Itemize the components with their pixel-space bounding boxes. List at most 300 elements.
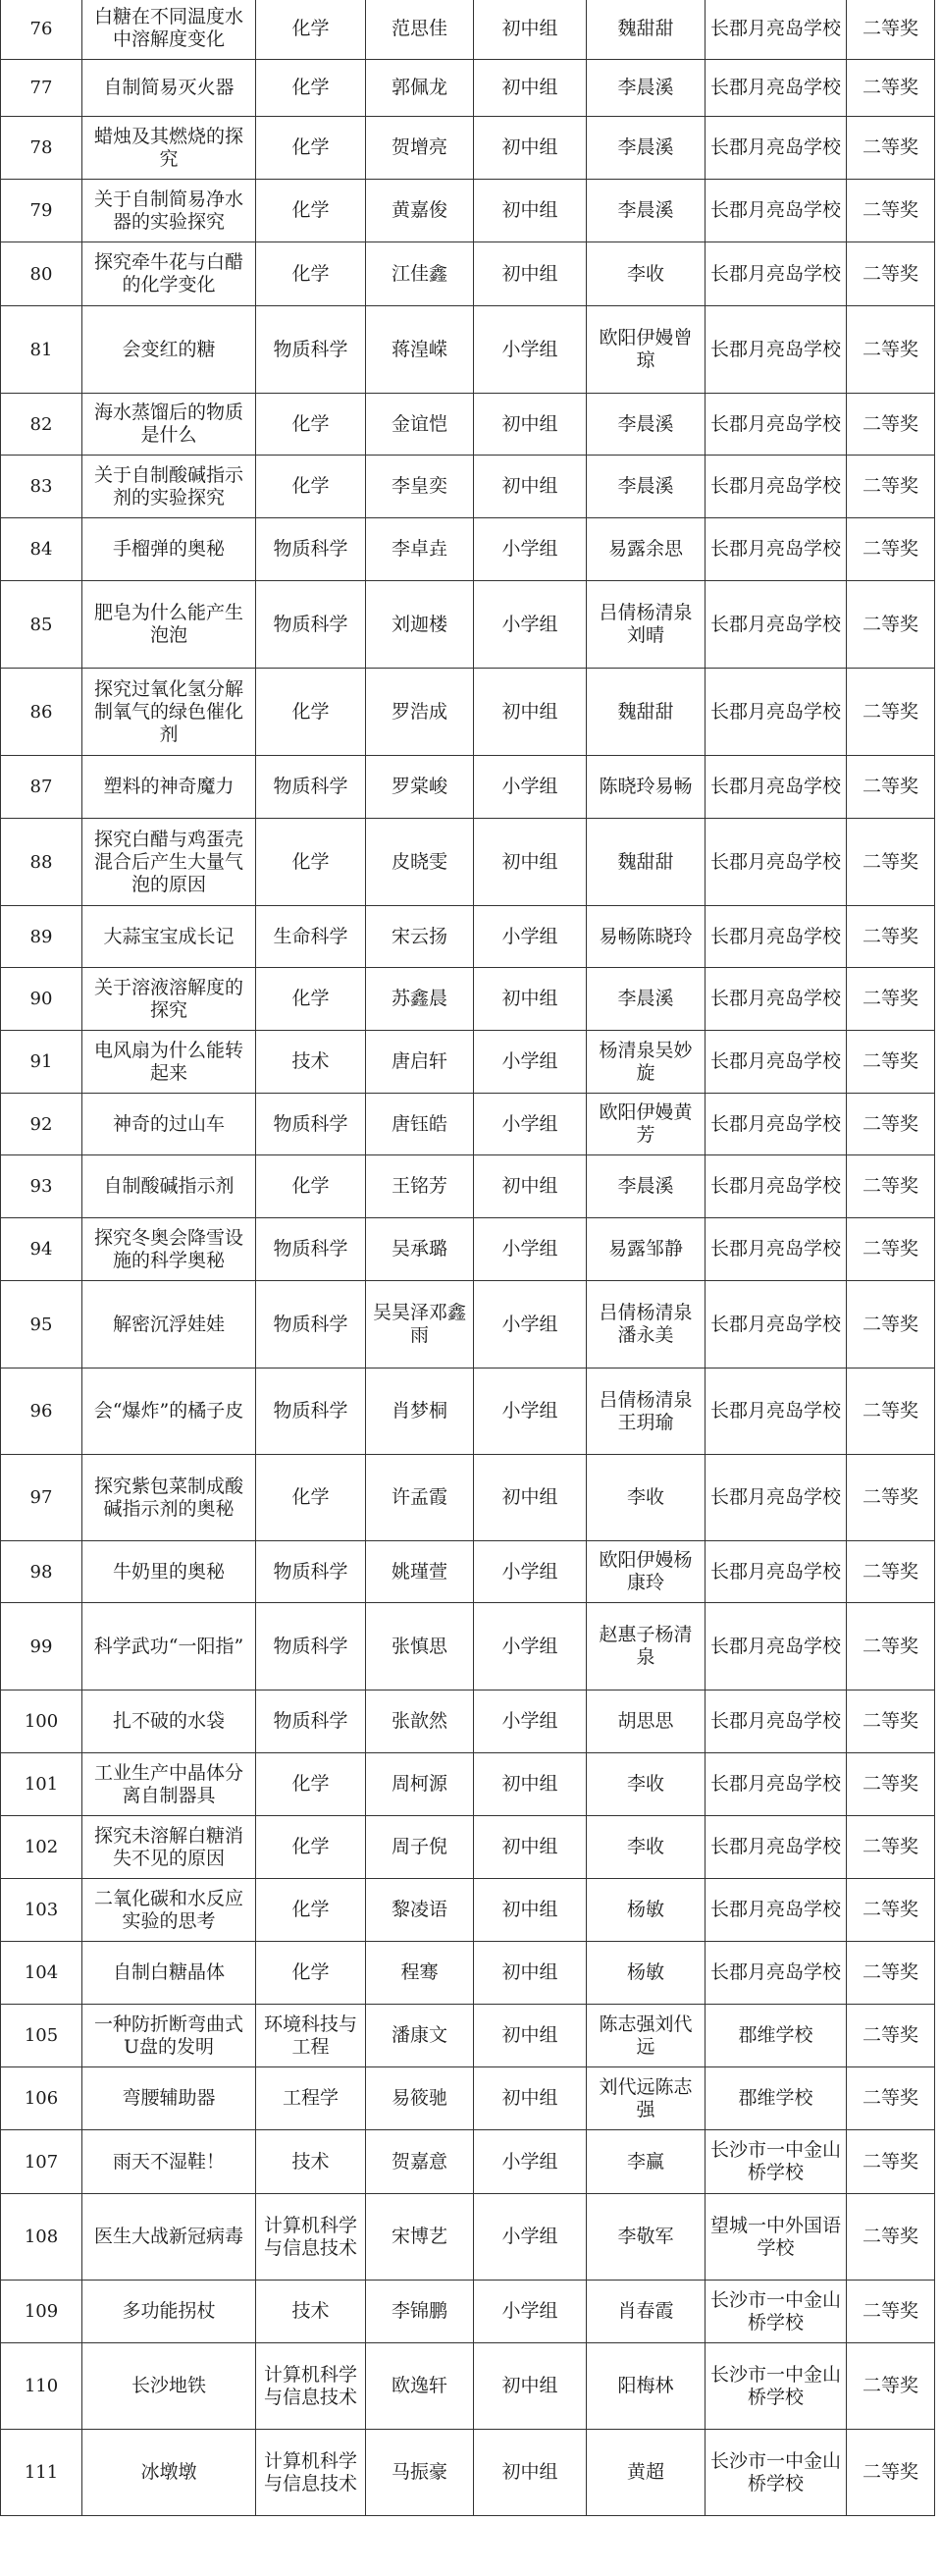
cell-school: 长郡月亮岛学校 xyxy=(706,669,847,756)
cell-teacher: 杨敏 xyxy=(587,1942,706,2005)
cell-group: 初中组 xyxy=(474,1155,587,1218)
cell-group: 小学组 xyxy=(474,906,587,968)
cell-number: 109 xyxy=(1,2281,82,2343)
cell-number: 87 xyxy=(1,756,82,819)
cell-award: 二等奖 xyxy=(847,60,935,117)
table-row xyxy=(1,2281,935,2343)
cell-category: 物质科学 xyxy=(256,518,366,581)
cell-teacher: 李收 xyxy=(587,1753,706,1816)
cell-award: 二等奖 xyxy=(847,1155,935,1218)
cell-teacher: 吕倩杨清泉刘晴 xyxy=(587,581,706,669)
cell-number: 90 xyxy=(1,968,82,1031)
cell-project-title: 探究过氧化氢分解制氧气的绿色催化剂 xyxy=(82,669,256,756)
cell-school: 长郡月亮岛学校 xyxy=(706,1690,847,1753)
cell-school: 长郡月亮岛学校 xyxy=(706,1816,847,1879)
table-row xyxy=(1,1690,935,1753)
cell-category: 物质科学 xyxy=(256,1541,366,1603)
cell-project-title: 探究紫包菜制成酸碱指示剂的奥秘 xyxy=(82,1455,256,1541)
cell-category: 化学 xyxy=(256,1816,366,1879)
cell-project-title: 多功能拐杖 xyxy=(82,2281,256,2343)
cell-student: 唐钰皓 xyxy=(366,1094,474,1155)
cell-group: 小学组 xyxy=(474,1281,587,1368)
cell-award: 二等奖 xyxy=(847,394,935,456)
cell-project-title: 白糖在不同温度水中溶解度变化 xyxy=(82,0,256,60)
cell-student: 潘康文 xyxy=(366,2005,474,2067)
cell-student: 周柯源 xyxy=(366,1753,474,1816)
cell-student: 宋博艺 xyxy=(366,2194,474,2281)
cell-student: 刘迦楼 xyxy=(366,581,474,669)
cell-number: 107 xyxy=(1,2130,82,2194)
cell-teacher: 李晨溪 xyxy=(587,1155,706,1218)
cell-group: 初中组 xyxy=(474,2005,587,2067)
cell-school: 长郡月亮岛学校 xyxy=(706,968,847,1031)
cell-teacher: 李收 xyxy=(587,1455,706,1541)
cell-project-title: 二氧化碳和水反应实验的思考 xyxy=(82,1879,256,1942)
table-row xyxy=(1,456,935,518)
table-row xyxy=(1,242,935,306)
cell-category: 化学 xyxy=(256,1753,366,1816)
cell-teacher: 魏甜甜 xyxy=(587,669,706,756)
cell-number: 86 xyxy=(1,669,82,756)
cell-category: 计算机科学与信息技术 xyxy=(256,2430,366,2516)
cell-school: 望城一中外国语学校 xyxy=(706,2194,847,2281)
cell-school: 长沙市一中金山桥学校 xyxy=(706,2130,847,2194)
cell-project-title: 弯腰辅助器 xyxy=(82,2067,256,2130)
cell-award: 二等奖 xyxy=(847,1879,935,1942)
cell-award: 二等奖 xyxy=(847,1753,935,1816)
cell-project-title: 探究牵牛花与白醋的化学变化 xyxy=(82,242,256,306)
cell-group: 小学组 xyxy=(474,1094,587,1155)
table-row xyxy=(1,0,935,60)
cell-student: 皮晓雯 xyxy=(366,819,474,906)
cell-teacher: 陈晓玲易畅 xyxy=(587,756,706,819)
table-row xyxy=(1,1603,935,1690)
cell-category: 化学 xyxy=(256,180,366,242)
cell-teacher: 李晨溪 xyxy=(587,394,706,456)
table-row xyxy=(1,518,935,581)
cell-teacher: 陈志强刘代远 xyxy=(587,2005,706,2067)
cell-group: 小学组 xyxy=(474,756,587,819)
cell-group: 初中组 xyxy=(474,1753,587,1816)
table-row xyxy=(1,968,935,1031)
cell-group: 初中组 xyxy=(474,968,587,1031)
cell-student: 周子倪 xyxy=(366,1816,474,1879)
cell-teacher: 李晨溪 xyxy=(587,968,706,1031)
cell-teacher: 阳梅林 xyxy=(587,2343,706,2430)
cell-category: 生命科学 xyxy=(256,906,366,968)
table-row xyxy=(1,1942,935,2005)
cell-project-title: 海水蒸馏后的物质是什么 xyxy=(82,394,256,456)
cell-project-title: 探究未溶解白糖消失不见的原因 xyxy=(82,1816,256,1879)
cell-award: 二等奖 xyxy=(847,1218,935,1281)
cell-category: 化学 xyxy=(256,242,366,306)
cell-award: 二等奖 xyxy=(847,581,935,669)
table-row xyxy=(1,1281,935,1368)
cell-student: 吴承璐 xyxy=(366,1218,474,1281)
cell-student: 黄嘉俊 xyxy=(366,180,474,242)
cell-award: 二等奖 xyxy=(847,456,935,518)
cell-project-title: 关于自制简易净水器的实验探究 xyxy=(82,180,256,242)
cell-number: 84 xyxy=(1,518,82,581)
table-row xyxy=(1,581,935,669)
cell-student: 李皇奕 xyxy=(366,456,474,518)
table-row xyxy=(1,394,935,456)
cell-group: 初中组 xyxy=(474,1942,587,2005)
cell-school: 长郡月亮岛学校 xyxy=(706,394,847,456)
cell-group: 初中组 xyxy=(474,456,587,518)
cell-student: 贺嘉意 xyxy=(366,2130,474,2194)
cell-student: 王铭芳 xyxy=(366,1155,474,1218)
cell-teacher: 杨清泉吴妙旋 xyxy=(587,1031,706,1094)
table-row xyxy=(1,906,935,968)
cell-award: 二等奖 xyxy=(847,1094,935,1155)
cell-number: 89 xyxy=(1,906,82,968)
cell-school: 长沙市一中金山桥学校 xyxy=(706,2430,847,2516)
cell-number: 76 xyxy=(1,0,82,60)
table-row xyxy=(1,180,935,242)
cell-category: 化学 xyxy=(256,819,366,906)
cell-school: 长郡月亮岛学校 xyxy=(706,1094,847,1155)
cell-school: 长郡月亮岛学校 xyxy=(706,242,847,306)
cell-teacher: 魏甜甜 xyxy=(587,0,706,60)
cell-project-title: 牛奶里的奥秘 xyxy=(82,1541,256,1603)
cell-school: 长郡月亮岛学校 xyxy=(706,756,847,819)
cell-school: 长郡月亮岛学校 xyxy=(706,117,847,180)
cell-number: 101 xyxy=(1,1753,82,1816)
cell-group: 小学组 xyxy=(474,1541,587,1603)
cell-school: 长郡月亮岛学校 xyxy=(706,906,847,968)
cell-student: 张慎思 xyxy=(366,1603,474,1690)
table-row xyxy=(1,819,935,906)
cell-teacher: 李晨溪 xyxy=(587,117,706,180)
cell-student: 吴昊泽邓鑫雨 xyxy=(366,1281,474,1368)
cell-award: 二等奖 xyxy=(847,1368,935,1455)
cell-school: 长郡月亮岛学校 xyxy=(706,1218,847,1281)
cell-category: 化学 xyxy=(256,1455,366,1541)
cell-award: 二等奖 xyxy=(847,117,935,180)
cell-project-title: 电风扇为什么能转起来 xyxy=(82,1031,256,1094)
cell-school: 长郡月亮岛学校 xyxy=(706,819,847,906)
cell-student: 程骞 xyxy=(366,1942,474,2005)
cell-project-title: 大蒜宝宝成长记 xyxy=(82,906,256,968)
cell-student: 唐启轩 xyxy=(366,1031,474,1094)
cell-school: 郡维学校 xyxy=(706,2067,847,2130)
cell-project-title: 自制白糖晶体 xyxy=(82,1942,256,2005)
cell-project-title: 关于溶液溶解度的探究 xyxy=(82,968,256,1031)
cell-number: 99 xyxy=(1,1603,82,1690)
cell-number: 93 xyxy=(1,1155,82,1218)
cell-number: 88 xyxy=(1,819,82,906)
table-row xyxy=(1,1155,935,1218)
cell-number: 103 xyxy=(1,1879,82,1942)
cell-number: 78 xyxy=(1,117,82,180)
cell-number: 102 xyxy=(1,1816,82,1879)
cell-school: 长郡月亮岛学校 xyxy=(706,180,847,242)
cell-group: 小学组 xyxy=(474,1031,587,1094)
cell-teacher: 易畅陈晓玲 xyxy=(587,906,706,968)
cell-number: 94 xyxy=(1,1218,82,1281)
cell-number: 97 xyxy=(1,1455,82,1541)
table-row xyxy=(1,2343,935,2430)
cell-group: 小学组 xyxy=(474,2194,587,2281)
table-row xyxy=(1,1879,935,1942)
cell-school: 长郡月亮岛学校 xyxy=(706,1155,847,1218)
cell-student: 肖梦桐 xyxy=(366,1368,474,1455)
cell-teacher: 李晨溪 xyxy=(587,456,706,518)
cell-project-title: 自制简易灭火器 xyxy=(82,60,256,117)
cell-student: 李锦鹏 xyxy=(366,2281,474,2343)
cell-category: 计算机科学与信息技术 xyxy=(256,2343,366,2430)
cell-school: 长郡月亮岛学校 xyxy=(706,1031,847,1094)
cell-student: 范思佳 xyxy=(366,0,474,60)
cell-number: 83 xyxy=(1,456,82,518)
cell-project-title: 工业生产中晶体分离自制器具 xyxy=(82,1753,256,1816)
cell-award: 二等奖 xyxy=(847,242,935,306)
cell-project-title: 扎不破的水袋 xyxy=(82,1690,256,1753)
cell-number: 92 xyxy=(1,1094,82,1155)
cell-category: 技术 xyxy=(256,1031,366,1094)
cell-award: 二等奖 xyxy=(847,1690,935,1753)
cell-school: 长郡月亮岛学校 xyxy=(706,1541,847,1603)
cell-student: 宋云扬 xyxy=(366,906,474,968)
cell-teacher: 李收 xyxy=(587,1816,706,1879)
cell-student: 罗浩成 xyxy=(366,669,474,756)
cell-student: 李卓垚 xyxy=(366,518,474,581)
cell-category: 化学 xyxy=(256,968,366,1031)
cell-award: 二等奖 xyxy=(847,1031,935,1094)
cell-teacher: 杨敏 xyxy=(587,1879,706,1942)
cell-project-title: 解密沉浮娃娃 xyxy=(82,1281,256,1368)
cell-award: 二等奖 xyxy=(847,2005,935,2067)
cell-student: 郭佩龙 xyxy=(366,60,474,117)
table-row xyxy=(1,2067,935,2130)
cell-category: 物质科学 xyxy=(256,306,366,394)
table-row xyxy=(1,1753,935,1816)
cell-group: 初中组 xyxy=(474,60,587,117)
cell-project-title: 一种防折断弯曲式U盘的发明 xyxy=(82,2005,256,2067)
cell-award: 二等奖 xyxy=(847,2430,935,2516)
cell-category: 化学 xyxy=(256,0,366,60)
cell-award: 二等奖 xyxy=(847,1455,935,1541)
cell-number: 82 xyxy=(1,394,82,456)
cell-group: 小学组 xyxy=(474,518,587,581)
cell-category: 化学 xyxy=(256,669,366,756)
cell-project-title: 手榴弹的奥秘 xyxy=(82,518,256,581)
cell-teacher: 欧阳伊嫚曾琼 xyxy=(587,306,706,394)
cell-number: 105 xyxy=(1,2005,82,2067)
cell-category: 物质科学 xyxy=(256,581,366,669)
cell-category: 工程学 xyxy=(256,2067,366,2130)
table-row xyxy=(1,1094,935,1155)
table-row xyxy=(1,117,935,180)
cell-student: 江佳鑫 xyxy=(366,242,474,306)
cell-number: 104 xyxy=(1,1942,82,2005)
cell-project-title: 探究白醋与鸡蛋壳混合后产生大量气泡的原因 xyxy=(82,819,256,906)
cell-number: 85 xyxy=(1,581,82,669)
cell-teacher: 李收 xyxy=(587,242,706,306)
cell-award: 二等奖 xyxy=(847,2194,935,2281)
cell-category: 技术 xyxy=(256,2281,366,2343)
cell-category: 化学 xyxy=(256,1155,366,1218)
cell-award: 二等奖 xyxy=(847,819,935,906)
cell-teacher: 吕倩杨清泉潘永美 xyxy=(587,1281,706,1368)
cell-category: 计算机科学与信息技术 xyxy=(256,2194,366,2281)
cell-category: 物质科学 xyxy=(256,1603,366,1690)
cell-number: 100 xyxy=(1,1690,82,1753)
cell-group: 小学组 xyxy=(474,581,587,669)
cell-school: 长郡月亮岛学校 xyxy=(706,1603,847,1690)
cell-teacher: 李晨溪 xyxy=(587,60,706,117)
cell-teacher: 李敬军 xyxy=(587,2194,706,2281)
cell-teacher: 刘代远陈志强 xyxy=(587,2067,706,2130)
cell-project-title: 神奇的过山车 xyxy=(82,1094,256,1155)
cell-group: 初中组 xyxy=(474,1455,587,1541)
cell-award: 二等奖 xyxy=(847,1541,935,1603)
cell-project-title: 科学武功“一阳指” xyxy=(82,1603,256,1690)
cell-number: 81 xyxy=(1,306,82,394)
cell-category: 化学 xyxy=(256,117,366,180)
table-row xyxy=(1,669,935,756)
cell-category: 技术 xyxy=(256,2130,366,2194)
cell-number: 95 xyxy=(1,1281,82,1368)
cell-group: 初中组 xyxy=(474,117,587,180)
cell-award: 二等奖 xyxy=(847,1603,935,1690)
table-row xyxy=(1,2430,935,2516)
cell-category: 化学 xyxy=(256,1879,366,1942)
cell-project-title: 长沙地铁 xyxy=(82,2343,256,2430)
cell-student: 罗棠峻 xyxy=(366,756,474,819)
cell-group: 小学组 xyxy=(474,1368,587,1455)
cell-group: 初中组 xyxy=(474,180,587,242)
cell-group: 初中组 xyxy=(474,669,587,756)
cell-category: 环境科技与工程 xyxy=(256,2005,366,2067)
cell-student: 黎凌语 xyxy=(366,1879,474,1942)
cell-project-title: 塑料的神奇魔力 xyxy=(82,756,256,819)
cell-award: 二等奖 xyxy=(847,2343,935,2430)
cell-award: 二等奖 xyxy=(847,1942,935,2005)
cell-student: 蒋湟嵘 xyxy=(366,306,474,394)
cell-award: 二等奖 xyxy=(847,968,935,1031)
cell-project-title: 冰墩墩 xyxy=(82,2430,256,2516)
table-row xyxy=(1,1455,935,1541)
cell-category: 物质科学 xyxy=(256,1094,366,1155)
table-row xyxy=(1,1031,935,1094)
cell-number: 91 xyxy=(1,1031,82,1094)
cell-teacher: 胡思思 xyxy=(587,1690,706,1753)
cell-group: 初中组 xyxy=(474,2067,587,2130)
table-row xyxy=(1,1218,935,1281)
cell-project-title: 雨天不湿鞋！ xyxy=(82,2130,256,2194)
table-row xyxy=(1,1368,935,1455)
cell-student: 苏鑫晨 xyxy=(366,968,474,1031)
cell-school: 长郡月亮岛学校 xyxy=(706,581,847,669)
cell-teacher: 李晨溪 xyxy=(587,180,706,242)
cell-student: 许孟霞 xyxy=(366,1455,474,1541)
cell-school: 长郡月亮岛学校 xyxy=(706,306,847,394)
cell-student: 易筱驰 xyxy=(366,2067,474,2130)
cell-project-title: 蜡烛及其燃烧的探究 xyxy=(82,117,256,180)
cell-award: 二等奖 xyxy=(847,1816,935,1879)
cell-category: 物质科学 xyxy=(256,1281,366,1368)
cell-student: 欧逸轩 xyxy=(366,2343,474,2430)
cell-student: 姚瑾萱 xyxy=(366,1541,474,1603)
table-row xyxy=(1,306,935,394)
cell-award: 二等奖 xyxy=(847,306,935,394)
cell-teacher: 易露余思 xyxy=(587,518,706,581)
cell-award: 二等奖 xyxy=(847,669,935,756)
cell-award: 二等奖 xyxy=(847,906,935,968)
cell-project-title: 会“爆炸”的橘子皮 xyxy=(82,1368,256,1455)
cell-project-title: 肥皂为什么能产生泡泡 xyxy=(82,581,256,669)
table-row xyxy=(1,756,935,819)
cell-number: 77 xyxy=(1,60,82,117)
cell-category: 化学 xyxy=(256,60,366,117)
cell-student: 贺增亮 xyxy=(366,117,474,180)
cell-student: 马振豪 xyxy=(366,2430,474,2516)
cell-number: 80 xyxy=(1,242,82,306)
cell-group: 初中组 xyxy=(474,394,587,456)
cell-number: 106 xyxy=(1,2067,82,2130)
table-body xyxy=(1,0,935,2516)
cell-award: 二等奖 xyxy=(847,0,935,60)
cell-category: 化学 xyxy=(256,456,366,518)
cell-award: 二等奖 xyxy=(847,518,935,581)
cell-school: 长沙市一中金山桥学校 xyxy=(706,2281,847,2343)
cell-student: 张歆然 xyxy=(366,1690,474,1753)
cell-school: 长郡月亮岛学校 xyxy=(706,1753,847,1816)
cell-number: 111 xyxy=(1,2430,82,2516)
cell-number: 110 xyxy=(1,2343,82,2430)
cell-school: 长郡月亮岛学校 xyxy=(706,1879,847,1942)
cell-award: 二等奖 xyxy=(847,180,935,242)
cell-school: 长郡月亮岛学校 xyxy=(706,1368,847,1455)
cell-teacher: 赵惠子杨清泉 xyxy=(587,1603,706,1690)
table-row xyxy=(1,1541,935,1603)
cell-teacher: 李赢 xyxy=(587,2130,706,2194)
cell-teacher: 易露邹静 xyxy=(587,1218,706,1281)
table-row xyxy=(1,60,935,117)
table-row xyxy=(1,2005,935,2067)
cell-award: 二等奖 xyxy=(847,1281,935,1368)
cell-project-title: 自制酸碱指示剂 xyxy=(82,1155,256,1218)
cell-group: 初中组 xyxy=(474,2343,587,2430)
cell-group: 小学组 xyxy=(474,1218,587,1281)
cell-project-title: 关于自制酸碱指示剂的实验探究 xyxy=(82,456,256,518)
cell-school: 长郡月亮岛学校 xyxy=(706,1455,847,1541)
cell-number: 79 xyxy=(1,180,82,242)
cell-group: 初中组 xyxy=(474,0,587,60)
cell-group: 初中组 xyxy=(474,1879,587,1942)
table-row xyxy=(1,2130,935,2194)
cell-school: 长郡月亮岛学校 xyxy=(706,1281,847,1368)
cell-group: 初中组 xyxy=(474,2430,587,2516)
cell-school: 长郡月亮岛学校 xyxy=(706,60,847,117)
cell-group: 小学组 xyxy=(474,2130,587,2194)
cell-project-title: 医生大战新冠病毒 xyxy=(82,2194,256,2281)
cell-teacher: 黄超 xyxy=(587,2430,706,2516)
cell-group: 初中组 xyxy=(474,242,587,306)
cell-group: 小学组 xyxy=(474,1690,587,1753)
cell-student: 金谊恺 xyxy=(366,394,474,456)
cell-category: 化学 xyxy=(256,1942,366,2005)
cell-award: 二等奖 xyxy=(847,2281,935,2343)
table-row xyxy=(1,2194,935,2281)
table-row xyxy=(1,1816,935,1879)
cell-group: 小学组 xyxy=(474,1603,587,1690)
cell-teacher: 魏甜甜 xyxy=(587,819,706,906)
cell-award: 二等奖 xyxy=(847,2067,935,2130)
cell-project-title: 会变红的糖 xyxy=(82,306,256,394)
